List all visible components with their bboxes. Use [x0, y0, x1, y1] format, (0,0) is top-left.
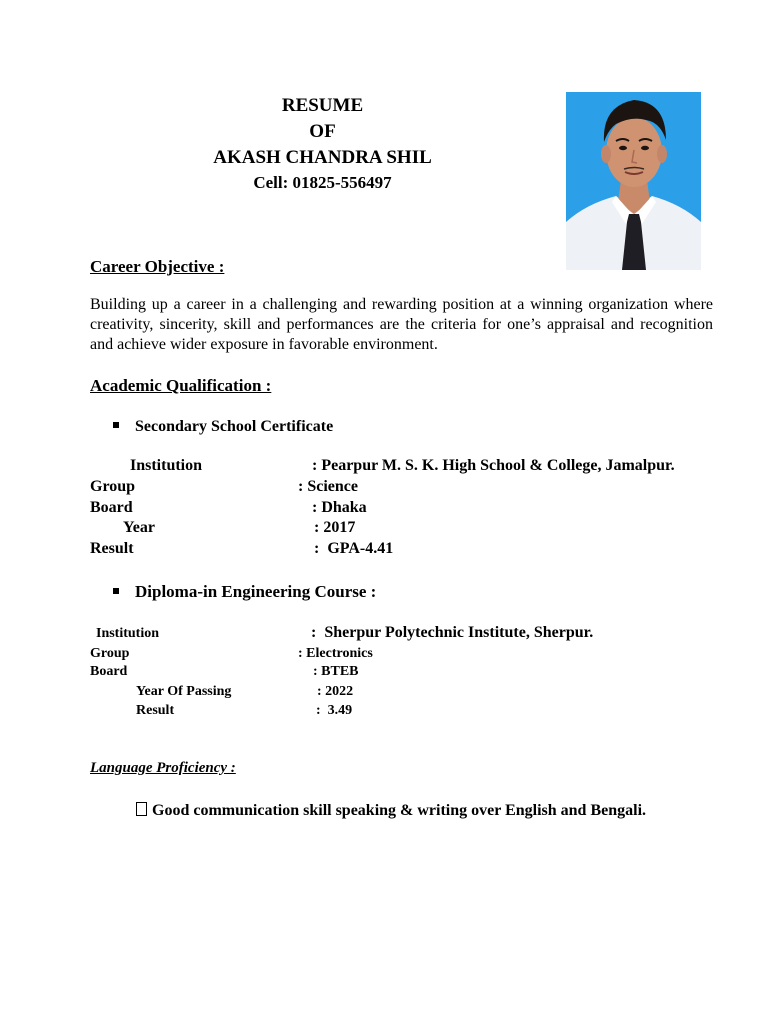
diploma-board-value: : BTEB: [313, 664, 359, 679]
candidate-name: AKASH CHANDRA SHIL: [213, 147, 432, 168]
ssc-group-label: Group: [90, 478, 136, 495]
diploma-institution-label: Institution: [96, 626, 160, 641]
ssc-bullet: [113, 418, 333, 436]
diploma-result-value: : 3.49: [316, 703, 353, 718]
checkbox-glyph-icon: [136, 802, 147, 816]
ssc-group-value: : Science: [298, 478, 358, 495]
ssc-result-value: : GPA-4.41: [314, 540, 394, 557]
ssc-board-value: : Dhaka: [312, 499, 367, 516]
ssc-institution-value: : Pearpur M. S. K. High School & College, Jamalpur.: [312, 457, 675, 474]
diploma-result-label: Result: [136, 703, 175, 718]
ssc-result-label: Result: [90, 540, 134, 557]
profile-photo-svg: [566, 92, 701, 270]
career-objective-heading: Career Objective :: [90, 257, 225, 276]
diploma-group-label: Group: [90, 646, 130, 661]
cell-number: Cell: 01825-556497: [253, 173, 392, 192]
diploma-institution-value: : Sherpur Polytechnic Institute, Sherpur.: [311, 624, 594, 641]
diploma-bullet: [113, 582, 376, 602]
ssc-institution-label: Institution: [130, 457, 203, 474]
career-objective-text: Building up a career in a challenging and rewarding position at a winning organization where creativity, sincerity, skill and performances are the criteria for one’s appraisal and recognition and achieve wider exposure in favorable environment.: [90, 296, 713, 353]
diploma-year-label: Year Of Passing: [136, 684, 232, 699]
diploma-title: Diploma-in Engineering Course :: [135, 582, 377, 601]
resume-title: RESUME: [281, 95, 364, 116]
diploma-board-label: Board: [90, 664, 128, 679]
profile-photo: [566, 92, 701, 270]
ssc-title: Secondary School Certificate: [135, 418, 334, 435]
ssc-board-label: Board: [90, 499, 133, 516]
language-heading: Language Proficiency :: [90, 760, 236, 776]
ssc-year-value: : 2017: [314, 519, 356, 536]
diploma-year-value: : 2022: [317, 684, 354, 699]
square-bullet-icon: [113, 422, 119, 428]
ssc-year-label: Year: [123, 519, 155, 536]
language-item-text: Good communication skill speaking & writing over English and Bengali.: [152, 802, 647, 819]
language-item: [136, 802, 646, 820]
square-bullet-icon: [113, 588, 119, 594]
diploma-group-value: : Electronics: [298, 646, 373, 661]
academic-heading: Academic Qualification :: [90, 376, 272, 395]
resume-of: OF: [309, 121, 336, 142]
